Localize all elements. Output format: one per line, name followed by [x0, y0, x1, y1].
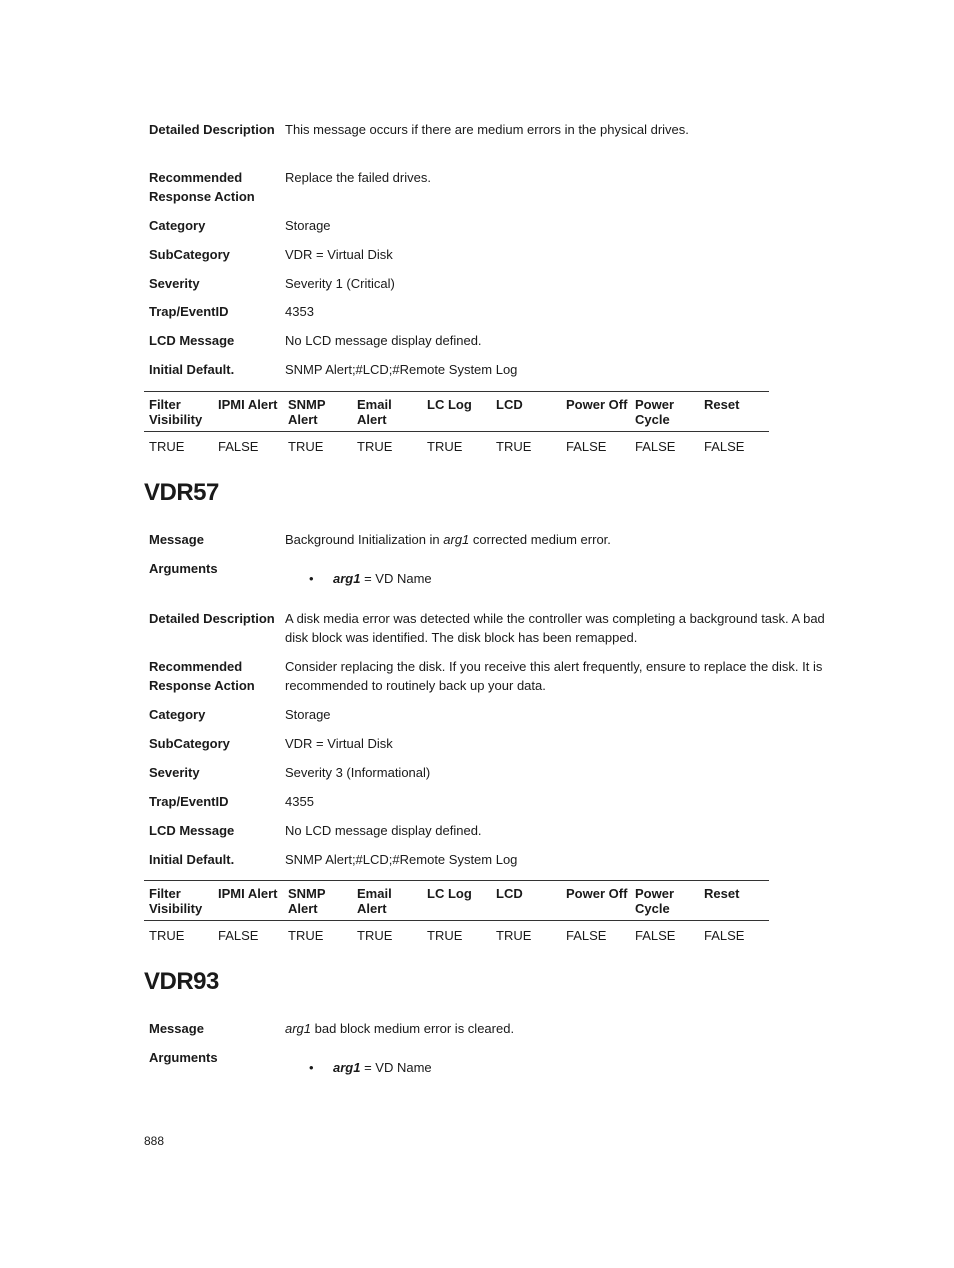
row-value: SNMP Alert;#LCD;#Remote System Log — [285, 362, 518, 377]
row-value: No LCD message display defined. — [285, 333, 482, 348]
value-power-cycle: FALSE — [635, 928, 676, 943]
row-value: Replace the failed drives. — [285, 170, 431, 185]
row-value: No LCD message display defined. — [285, 823, 482, 838]
value-lcd: TRUE — [496, 928, 532, 943]
value-power-off: FALSE — [566, 928, 607, 943]
header-ipmi-alert: IPMI Alert — [218, 886, 278, 901]
value-reset: FALSE — [704, 439, 745, 454]
row-key: Category — [149, 218, 206, 233]
row-key: SubCategory — [149, 247, 230, 262]
header-reset: Reset — [704, 886, 740, 901]
argument-text — [333, 569, 432, 588]
argument-name: arg1 — [333, 571, 361, 586]
header-reset: Reset — [704, 397, 740, 412]
section-title-vdr57: VDR57 — [144, 479, 219, 506]
row-key: Detailed Description — [149, 611, 275, 626]
header-power-cycle: Power Cycle — [635, 397, 675, 427]
header-filter-visibility: Filter Visibility — [149, 397, 203, 427]
value-power-cycle: FALSE — [635, 439, 676, 454]
row-key: Message — [149, 532, 204, 547]
value-email-alert: TRUE — [357, 439, 393, 454]
row-value — [285, 530, 839, 549]
header-lcd: LCD — [496, 397, 523, 412]
value-snmp-alert: TRUE — [288, 928, 324, 943]
header-lcd: LCD — [496, 886, 523, 901]
page-number: 888 — [144, 1134, 165, 1148]
row-key: Trap/EventID — [149, 794, 229, 809]
row-key: Arguments — [149, 1050, 218, 1065]
row-key: Severity — [149, 276, 200, 291]
message-arg: arg1 — [285, 1021, 312, 1036]
row-value: VDR = Virtual Disk — [285, 247, 393, 262]
header-ipmi-alert: IPMI Alert — [218, 397, 278, 412]
message-arg: arg1 — [443, 532, 470, 547]
row-key: Initial Default. — [149, 362, 235, 377]
header-power-off: Power Off — [566, 397, 628, 412]
section-title-vdr93: VDR93 — [144, 968, 219, 995]
header-snmp-alert: SNMP Alert — [288, 397, 326, 427]
table-top-rule — [144, 391, 769, 392]
row-key: Detailed Description — [149, 122, 275, 137]
row-key: LCD Message — [149, 823, 235, 838]
value-lc-log: TRUE — [427, 439, 463, 454]
row-value: SNMP Alert;#LCD;#Remote System Log — [285, 852, 518, 867]
argument-name: arg1 — [333, 1060, 361, 1075]
header-email-alert: Email Alert — [357, 397, 392, 427]
value-ipmi-alert: FALSE — [218, 928, 259, 943]
header-lc-log: LC Log — [427, 886, 472, 901]
value-reset: FALSE — [704, 928, 745, 943]
row-key: SubCategory — [149, 736, 230, 751]
row-key: LCD Message — [149, 333, 235, 348]
value-email-alert: TRUE — [357, 928, 393, 943]
table-top-rule — [144, 880, 769, 881]
header-snmp-alert: SNMP Alert — [288, 886, 326, 916]
message-text: Background Initialization in — [285, 532, 444, 547]
row-value: Severity 3 (Informational) — [285, 765, 431, 780]
row-key: Message — [149, 1021, 204, 1036]
argument-value: = VD Name — [360, 571, 432, 586]
row-value: Storage — [285, 707, 331, 722]
row-value: Severity 1 (Critical) — [285, 276, 395, 291]
row-key: Recommended Response Action — [149, 170, 255, 204]
header-power-off: Power Off — [566, 886, 628, 901]
header-filter-visibility: Filter Visibility — [149, 886, 203, 916]
value-power-off: FALSE — [566, 439, 607, 454]
argument-value: = VD Name — [360, 1060, 432, 1075]
message-text: bad block medium error is cleared. — [311, 1021, 515, 1036]
row-key: Severity — [149, 765, 200, 780]
row-value: 4355 — [285, 794, 314, 809]
value-filter-visibility: TRUE — [149, 928, 185, 943]
row-key: Arguments — [149, 561, 218, 576]
bullet-icon: • — [309, 571, 314, 586]
value-ipmi-alert: FALSE — [218, 439, 259, 454]
argument-text — [333, 1058, 432, 1077]
value-snmp-alert: TRUE — [288, 439, 324, 454]
value-filter-visibility: TRUE — [149, 439, 185, 454]
header-email-alert: Email Alert — [357, 886, 392, 916]
value-lcd: TRUE — [496, 439, 532, 454]
table-header-rule — [144, 431, 769, 432]
table-header-rule — [144, 920, 769, 921]
row-key: Trap/EventID — [149, 304, 229, 319]
header-power-cycle: Power Cycle — [635, 886, 675, 916]
row-value — [285, 1019, 839, 1038]
row-value: Storage — [285, 218, 331, 233]
row-value: 4353 — [285, 304, 314, 319]
header-lc-log: LC Log — [427, 397, 472, 412]
bullet-icon: • — [309, 1060, 314, 1075]
row-key: Recommended Response Action — [149, 659, 255, 693]
value-lc-log: TRUE — [427, 928, 463, 943]
row-value: A disk media error was detected while the controller was completing a background task. A bad disk block was identified. The disk block has been remapped. — [285, 611, 825, 645]
message-text: corrected medium error. — [469, 532, 611, 547]
row-value: This message occurs if there are medium errors in the physical drives. — [285, 122, 689, 137]
row-key: Category — [149, 707, 206, 722]
row-key: Initial Default. — [149, 852, 235, 867]
row-value: Consider replacing the disk. If you receive this alert frequently, ensure to replace the disk. It is recommended to routinely back up your data. — [285, 659, 823, 693]
row-value: VDR = Virtual Disk — [285, 736, 393, 751]
